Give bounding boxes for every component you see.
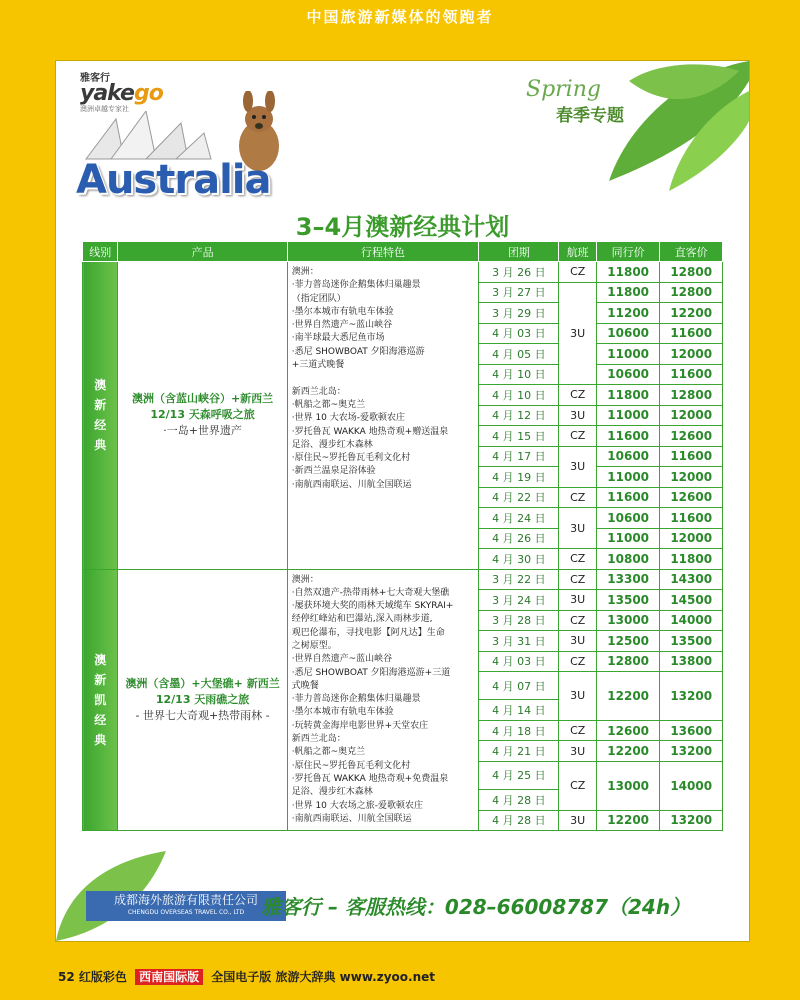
date-cell: 3 月 28 日: [479, 610, 559, 631]
date-cell: 4 月 03 日: [479, 651, 559, 672]
trade-price-cell: 11600: [596, 487, 659, 508]
retail-price-cell: 13200: [660, 672, 723, 721]
brand-line2: [80, 81, 163, 106]
brand-line2a: yake: [80, 81, 134, 106]
trade-price-cell: 12500: [596, 631, 659, 652]
date-cell: 4 月 24 日: [479, 508, 559, 529]
feature-line: ·墨尔本城市有轨电车体验: [291, 707, 394, 718]
trade-price-cell: 10600: [596, 508, 659, 529]
company-logo: [86, 891, 286, 921]
group1-rows: [83, 262, 723, 570]
date-cell: 4 月 19 日: [479, 467, 559, 488]
page-title: 3–4月澳新经典计划: [295, 213, 510, 241]
feature-line: +三道式晚餐: [291, 360, 345, 371]
date-cell: 4 月 21 日: [479, 741, 559, 762]
page-sheet: [55, 60, 750, 942]
retail-price-cell: 11600: [660, 323, 723, 344]
line-char: 新: [94, 672, 107, 687]
table-row: [83, 262, 723, 283]
retail-price-cell: 12800: [660, 385, 723, 406]
retail-price-cell: 11800: [660, 549, 723, 570]
feature-line: ·自然双遗产-热带雨林+七大奇观大堡礁: [291, 587, 450, 598]
flight-cell: 3U: [559, 590, 596, 611]
flight-cell: CZ: [559, 569, 596, 590]
product-name1: 澳洲（含蓝山峡谷）+新西兰: [131, 392, 274, 406]
flight-cell: 3U: [559, 810, 596, 831]
feature-line: 式晚餐: [291, 680, 319, 691]
product-sub: ·一岛+世界遗产: [163, 424, 242, 438]
retail-price-cell: 14000: [660, 610, 723, 631]
table-header-row: [83, 242, 723, 262]
flight-cell: CZ: [559, 426, 596, 447]
company-name-cn: 成都海外旅游有限责任公司: [113, 893, 258, 907]
trade-price-cell: 10600: [596, 364, 659, 385]
date-cell: 4 月 10 日: [479, 385, 559, 406]
trade-price-cell: 11800: [596, 282, 659, 303]
retail-price-cell: 12800: [660, 282, 723, 303]
line-char: 经: [94, 712, 107, 727]
brand-line2b: go: [133, 81, 163, 106]
spring-title-cn: 春季专题: [556, 106, 624, 126]
line-char: 凯: [94, 692, 107, 707]
trade-price-cell: 10600: [596, 323, 659, 344]
feature-line: （指定团队）: [291, 293, 346, 304]
feature-line: ·罗托鲁瓦 WAKKA 地热奇观+赠送温泉: [291, 426, 449, 437]
footer-badge: 西南国际版: [135, 969, 203, 985]
trade-price-cell: 12800: [596, 651, 659, 672]
retail-price-cell: 12200: [660, 303, 723, 324]
flight-cell: 3U: [559, 282, 596, 385]
retail-price-cell: 12000: [660, 344, 723, 365]
trade-price-cell: 10600: [596, 446, 659, 467]
date-cell: 4 月 18 日: [479, 720, 559, 741]
line-label: [83, 569, 118, 831]
trade-price-cell: 13000: [596, 761, 659, 810]
opera-house-image: [76, 111, 226, 161]
header-line: 线别: [83, 242, 118, 262]
feature-line: ·墨尔本城市有轨电车体验: [291, 306, 394, 317]
trade-price-cell: 11800: [596, 262, 659, 283]
flight-cell: CZ: [559, 487, 596, 508]
flight-cell: CZ: [559, 549, 596, 570]
retail-price-cell: 12600: [660, 487, 723, 508]
retail-price-cell: 13600: [660, 720, 723, 741]
date-cell: 3 月 29 日: [479, 303, 559, 324]
trade-price-cell: 11000: [596, 405, 659, 426]
flight-cell: CZ: [559, 761, 596, 810]
hotline-text: 雅客行 – 客服热线：028–66008787（24h）: [261, 895, 691, 919]
feature-line: 之树原型。: [291, 640, 337, 651]
features-cell: [287, 262, 478, 570]
product-name2: 12/13 天雨礁之旅: [155, 692, 250, 706]
retail-price-cell: 12000: [660, 467, 723, 488]
product-name1: 澳洲（含墨）+大堡礁+ 新西兰: [125, 676, 280, 690]
line-char: 典: [94, 732, 107, 747]
retail-price-cell: 12800: [660, 262, 723, 283]
date-cell: 4 月 28 日: [479, 810, 559, 831]
feature-line: ·世界自然遗产~蓝山峡谷: [291, 654, 393, 665]
trade-price-cell: 12200: [596, 672, 659, 721]
product-sub: - 世界七大奇观+热带雨林 -: [135, 708, 270, 722]
trade-price-cell: 12200: [596, 810, 659, 831]
retail-price-cell: 13800: [660, 651, 723, 672]
feature-line: 澳洲：: [291, 267, 319, 277]
footer: [58, 968, 435, 985]
date-cell: 4 月 14 日: [479, 700, 559, 721]
feature-line: ·世界自然遗产~蓝山峡谷: [291, 320, 393, 331]
retail-price-cell: 11600: [660, 446, 723, 467]
feature-line: ·屡获环境大奖的雨林天域缆车 SKYRAI+: [291, 601, 454, 612]
retail-price-cell: 13200: [660, 810, 723, 831]
feature-line: ·原住民~罗托鲁瓦毛利文化村: [291, 760, 411, 771]
trade-price-cell: 11800: [596, 385, 659, 406]
trade-price-cell: 12600: [596, 720, 659, 741]
feature-line: 观巴伦瀑布，寻找电影【阿凡达】生命: [291, 627, 445, 638]
feature-line: ·新西兰温泉足浴体验: [291, 466, 376, 477]
trade-price-cell: 11000: [596, 467, 659, 488]
feature-line: ·原住民~罗托鲁瓦毛利文化村: [291, 453, 411, 464]
date-cell: 3 月 22 日: [479, 569, 559, 590]
feature-line: ·菲力普岛迷你企鹅集体归巢趣景: [291, 280, 421, 291]
feature-line: 足浴、漫步红木森林: [291, 439, 373, 450]
feature-line: ·世界 10 大农场-爱歌顿农庄: [291, 413, 406, 424]
feature-line: ·帆船之都~奥克兰: [291, 399, 366, 410]
flight-cell: 3U: [559, 508, 596, 549]
trade-price-cell: 13000: [596, 610, 659, 631]
flight-cell: 3U: [559, 741, 596, 762]
retail-price-cell: 11600: [660, 364, 723, 385]
flight-cell: CZ: [559, 262, 596, 283]
product-cell: [118, 262, 287, 570]
brand-line3: 澳洲卓越专家社: [80, 105, 129, 113]
feature-line: 经停红峰站和巴瀑站,深入雨林步道,: [291, 614, 433, 625]
trade-price-cell: 13300: [596, 569, 659, 590]
header-slogan: 中国旅游新媒体的领跑者: [306, 8, 494, 26]
trade-price-cell: 11000: [596, 344, 659, 365]
retail-price-cell: 12600: [660, 426, 723, 447]
feature-line: 足浴、漫步红木森林: [291, 787, 373, 798]
trade-price-cell: 11000: [596, 528, 659, 549]
header-retail-price: 直客价: [660, 242, 723, 262]
flight-cell: CZ: [559, 385, 596, 406]
feature-line: ·菲力普岛迷你企鹅集体归巢趣景: [291, 694, 421, 705]
line-char: 典: [94, 438, 107, 453]
date-cell: 4 月 05 日: [479, 344, 559, 365]
footer-rest: 全国电子版 旅游大辞典: [211, 970, 336, 984]
flight-cell: CZ: [559, 720, 596, 741]
line-char: 经: [94, 418, 107, 433]
date-cell: 4 月 07 日: [479, 672, 559, 700]
feature-line: ·南半球最大悉尼鱼市场: [291, 333, 385, 344]
itinerary-table: [82, 241, 723, 831]
feature-line: ·南航西南联运、川航全国联运: [291, 813, 412, 824]
feature-line: 新西兰北岛：: [291, 734, 346, 745]
date-cell: 4 月 28 日: [479, 790, 559, 811]
spring-title-en: Spring: [526, 77, 601, 102]
table-row: [83, 569, 723, 590]
header-trade-price: 同行价: [596, 242, 659, 262]
date-cell: 4 月 17 日: [479, 446, 559, 467]
date-cell: 4 月 22 日: [479, 487, 559, 508]
retail-price-cell: 14500: [660, 590, 723, 611]
product-name2: 12/13 天森呼吸之旅: [150, 408, 255, 422]
flight-cell: CZ: [559, 610, 596, 631]
feature-line: ·世界 10 大农场之旅-爱歌顿农庄: [291, 800, 424, 811]
feature-line: ·悉尼 SHOWBOAT 夕阳海港巡游+三道: [291, 667, 451, 678]
trade-price-cell: 12200: [596, 741, 659, 762]
date-cell: 3 月 31 日: [479, 631, 559, 652]
hero-country: Australia: [76, 157, 271, 203]
trade-price-cell: 11200: [596, 303, 659, 324]
retail-price-cell: 11600: [660, 508, 723, 529]
retail-price-cell: 14000: [660, 761, 723, 810]
product-cell: [118, 569, 287, 831]
feature-line: [292, 372, 474, 385]
features-cell: [287, 569, 478, 831]
retail-price-cell: 12000: [660, 528, 723, 549]
date-cell: 4 月 10 日: [479, 364, 559, 385]
trade-price-cell: 10800: [596, 549, 659, 570]
feature-line: 澳洲：: [291, 574, 319, 585]
brand-logo: [80, 69, 163, 114]
flight-cell: 3U: [559, 405, 596, 426]
header-product: 产品: [118, 242, 287, 262]
retail-price-cell: 12000: [660, 405, 723, 426]
date-cell: 3 月 26 日: [479, 262, 559, 283]
flight-cell: 3U: [559, 672, 596, 721]
footer-page: 52: [58, 970, 75, 984]
flight-cell: 3U: [559, 631, 596, 652]
footer-col: 红版彩色: [78, 970, 127, 984]
retail-price-cell: 13200: [660, 741, 723, 762]
date-cell: 4 月 03 日: [479, 323, 559, 344]
feature-line: ·悉尼 SHOWBOAT 夕阳海港巡游: [291, 346, 425, 357]
header-flight: 航班: [559, 242, 596, 262]
line-char: 新: [94, 398, 107, 413]
date-cell: 4 月 25 日: [479, 761, 559, 789]
feature-line: ·南航西南联运、川航全国联运: [291, 479, 412, 490]
date-cell: 3 月 27 日: [479, 282, 559, 303]
flight-cell: 3U: [559, 446, 596, 487]
date-cell: 4 月 12 日: [479, 405, 559, 426]
feature-line: ·帆船之都~奥克兰: [291, 747, 366, 758]
brand-line1: 雅客行: [80, 73, 110, 84]
group2-rows: [83, 569, 723, 831]
footer-url: www.zyoo.net: [339, 970, 435, 984]
feature-line: ·玩转黄金海岸电影世界+天堂农庄: [291, 720, 429, 731]
flight-cell: CZ: [559, 651, 596, 672]
line-char: 澳: [94, 652, 107, 667]
date-cell: 3 月 24 日: [479, 590, 559, 611]
date-cell: 4 月 30 日: [479, 549, 559, 570]
line-char: 澳: [94, 378, 107, 393]
header-date: 团期: [479, 242, 559, 262]
line-label: [83, 262, 118, 570]
feature-line: 新西兰北岛：: [291, 386, 346, 397]
header-features: 行程特色: [287, 242, 478, 262]
retail-price-cell: 13500: [660, 631, 723, 652]
date-cell: 4 月 15 日: [479, 426, 559, 447]
company-name-en: CHENGDU OVERSEAS TRAVEL CO., LTD: [127, 909, 245, 916]
date-cell: 4 月 26 日: [479, 528, 559, 549]
trade-price-cell: 13500: [596, 590, 659, 611]
feature-line: ·罗托鲁瓦 WAKKA 地热奇观+免费温泉: [291, 773, 449, 784]
trade-price-cell: 11600: [596, 426, 659, 447]
retail-price-cell: 14300: [660, 569, 723, 590]
